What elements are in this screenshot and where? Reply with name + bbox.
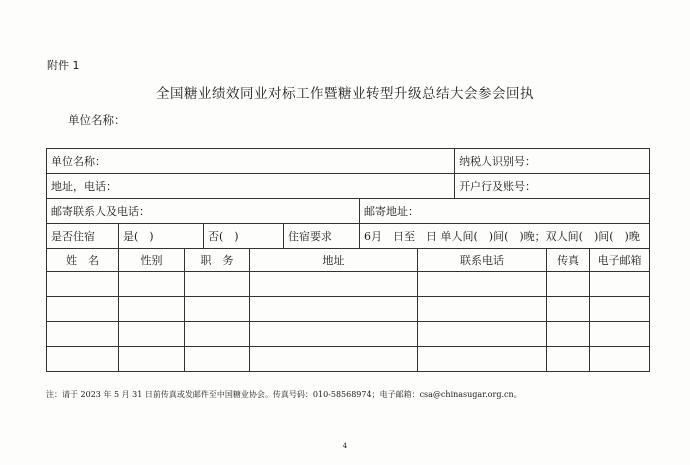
- lodging-no-option[interactable]: 否( ): [204, 224, 284, 249]
- phone-cell[interactable]: [418, 322, 547, 347]
- unit-name-label: 单位名称：: [68, 113, 126, 127]
- header-gender: 性别: [119, 249, 185, 272]
- fax-cell[interactable]: [547, 297, 590, 322]
- email-cell[interactable]: [590, 272, 650, 297]
- registration-form-table: [46, 148, 650, 372]
- gender-cell[interactable]: [119, 347, 185, 372]
- table-row: [47, 297, 650, 322]
- phone-cell[interactable]: [418, 347, 547, 372]
- lodging-label: 是否住宿: [47, 224, 119, 249]
- position-cell[interactable]: [185, 272, 250, 297]
- address-phone-field[interactable]: 地址，电话：: [47, 174, 455, 199]
- header-fax: 传真: [547, 249, 590, 272]
- address-cell[interactable]: [250, 347, 418, 372]
- gender-cell[interactable]: [119, 272, 185, 297]
- taxpayer-id-field[interactable]: 纳税人识别号：: [455, 149, 650, 174]
- email-cell[interactable]: [590, 347, 650, 372]
- mail-contact-field[interactable]: 邮寄联系人及电话：: [47, 199, 360, 224]
- fax-cell[interactable]: [547, 322, 590, 347]
- phone-cell[interactable]: [418, 272, 547, 297]
- bank-account-field[interactable]: 开户行及账号：: [455, 174, 650, 199]
- lodging-detail-field[interactable]: 6月 日至 日 单人间( )间( )晚；双人间( )间( )晚: [360, 224, 650, 249]
- position-cell[interactable]: [185, 297, 250, 322]
- lodging-yes-option[interactable]: 是( ): [119, 224, 204, 249]
- address-cell[interactable]: [250, 297, 418, 322]
- header-email: 电子邮箱: [590, 249, 650, 272]
- email-cell[interactable]: [590, 322, 650, 347]
- address-cell[interactable]: [250, 272, 418, 297]
- lodging-requirement-label: 住宿要求: [284, 224, 360, 249]
- name-cell[interactable]: [47, 347, 119, 372]
- unit-name-field[interactable]: 单位名称：: [47, 149, 455, 174]
- header-position: 职 务: [185, 249, 250, 272]
- name-cell[interactable]: [47, 272, 119, 297]
- attachment-label: 附件 1: [47, 59, 80, 72]
- table-row: [47, 347, 650, 372]
- page-number: 4: [342, 442, 348, 450]
- table-row: [47, 272, 650, 297]
- header-address: 地址: [250, 249, 418, 272]
- table-row: [47, 322, 650, 347]
- gender-cell[interactable]: [119, 322, 185, 347]
- footnote: 注：请于 2023 年 5 月 31 日前传真或发邮件至中国糖业协会。传真号码：010-58568974；电子邮箱：csa@chinasugar.org.cn。: [46, 390, 522, 399]
- name-cell[interactable]: [47, 322, 119, 347]
- mail-address-field[interactable]: 邮寄地址：: [360, 199, 650, 224]
- position-cell[interactable]: [185, 347, 250, 372]
- name-cell[interactable]: [47, 297, 119, 322]
- header-name: 姓 名: [47, 249, 119, 272]
- fax-cell[interactable]: [547, 272, 590, 297]
- position-cell[interactable]: [185, 322, 250, 347]
- header-phone: 联系电话: [418, 249, 547, 272]
- email-cell[interactable]: [590, 297, 650, 322]
- phone-cell[interactable]: [418, 297, 547, 322]
- page-title: 全国糖业绩效同业对标工作暨糖业转型升级总结大会参会回执: [156, 86, 534, 102]
- address-cell[interactable]: [250, 322, 418, 347]
- gender-cell[interactable]: [119, 297, 185, 322]
- fax-cell[interactable]: [547, 347, 590, 372]
